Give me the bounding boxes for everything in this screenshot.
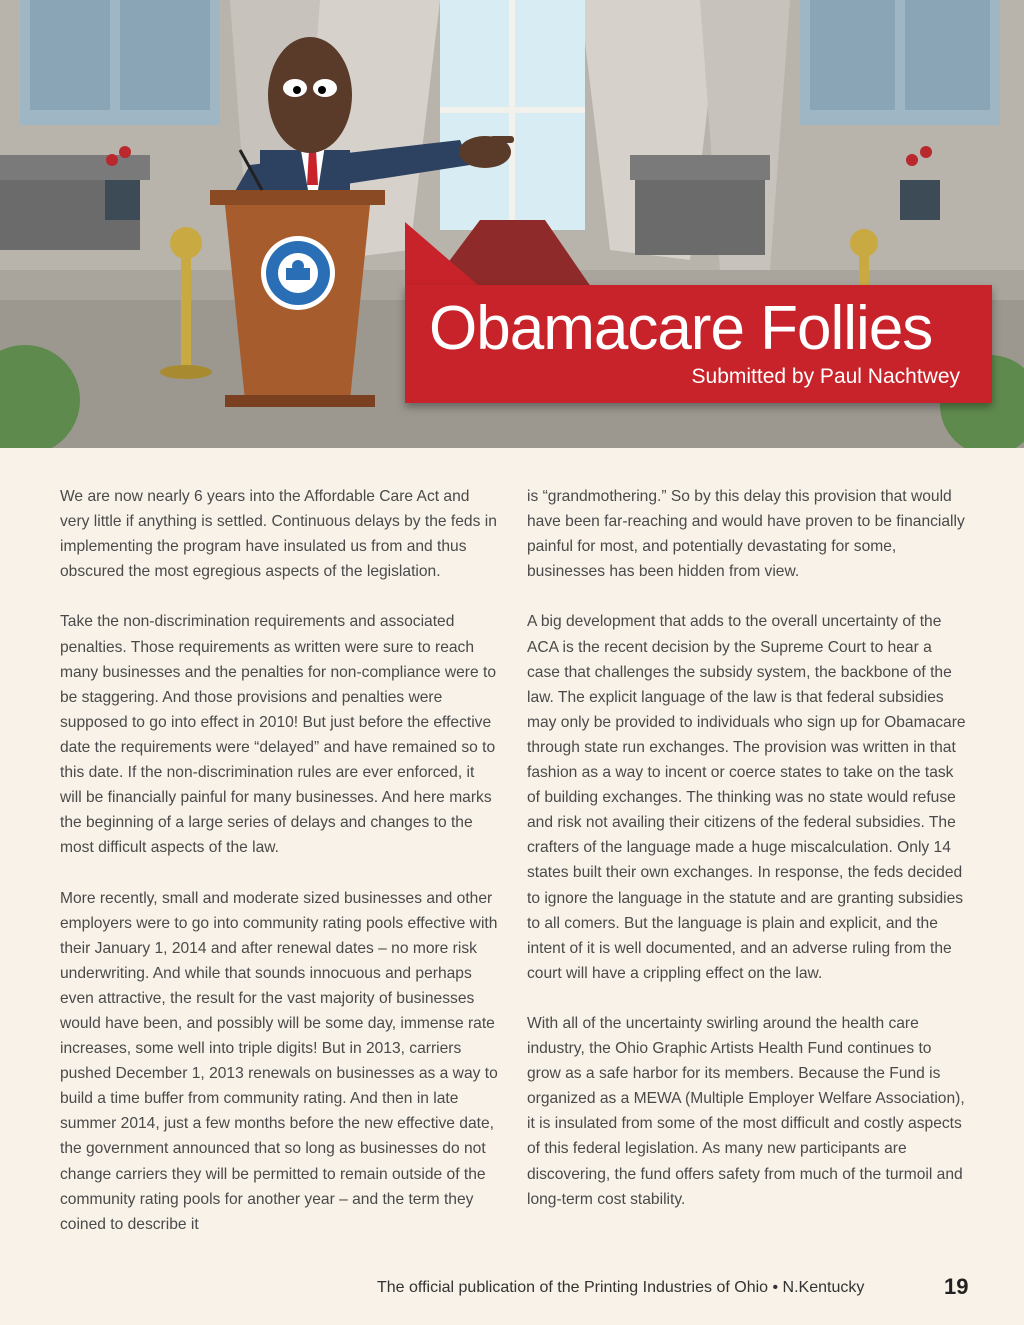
page-title: Obamacare Follies bbox=[429, 294, 933, 363]
paragraph: is “grandmothering.” So by this delay this provision that would have been far-reaching and would have proven to be financially painful for most, and potentially devastating for some, businesses has been hidden from view. bbox=[527, 488, 965, 581]
paragraph: We are now nearly 6 years into the Affordable Care Act and very little if anything is settled. Continuous delays by the feds in implementing the program have insulated us from and thus obscured the most egregious aspects of the legislation. bbox=[60, 488, 497, 581]
article-column-right bbox=[527, 484, 967, 1237]
title-banner-tab bbox=[405, 222, 479, 286]
paragraph: More recently, small and moderate sized businesses and other employers were to go into community rating pools effective with their January 1, 2014 and after renewal dates – no more risk underwriting. And while that sounds innocuous and perhaps even attractive, the result for the vast majority of businesses would have been, and possibly will be some day, immense rate increases, some well into triple digits! But in 2013, carriers pushed December 1, 2013 renewals on businesses as a way to build a time buffer from community rating. And then in late summer 2014, just a few months before the new effective date, the government announced that so long as businesses do not change carriers they will be permitted to remain outside of the community rating pools for another year – and the term they coined to describe it bbox=[60, 889, 498, 1233]
article-column-left bbox=[60, 484, 500, 1262]
paragraph: Take the non-discrimination requirements and associated penalties. Those requirements as written were sure to reach many businesses and the penalties for non-compliance were to be staggering. And those provisions and penalties were supposed to go into effect in 2010! But just before the effective date the requirements were “delayed” and have remained so to this date. If the non-discrimination rules are ever enforced, it will be financially painful for many businesses. And here marks the beginning of a large series of delays and changes to the most difficult aspects of the law. bbox=[60, 613, 497, 857]
byline: Submitted by Paul Nachtwey bbox=[691, 365, 960, 388]
paragraph: With all of the uncertainty swirling around the health care industry, the Ohio Graphic Artists Health Fund continues to grow as a safe harbor for its members. Because the Fund is organized as a MEWA (Multiple Employer Welfare Association), it is insulated from some of the most difficult and costly aspects of this federal legislation. As many new participants are discovering, the fund offers safety from much of the turmoil and long-term cost stability. bbox=[527, 1014, 965, 1208]
paragraph: A big development that adds to the overall uncertainty of the ACA is the recent decision by the Supreme Court to hear a case that challenges the subsidy system, the backbone of the law. The explicit language of the law is that federal subsidies may only be provided to individuals who sign up for Obamacare through state run exchanges. The provision was written in that fashion as a way to incent or coerce states to take on the task of building exchanges. The thinking was no state would refuse and risk not availing their citizens of the federal subsidies. The crafters of the language made a huge miscalculation. Only 14 states built their own exchanges. In response, the feds decided to ignore the language in the statute and are granting subsidies to all comers. But the language is plain and explicit, and the intent of it is well documented, and an adverse ruling from the court will have a crippling effect on the law. bbox=[527, 613, 966, 982]
footer-publication: The official publication of the Printing Industries of Ohio • N.Kentucky bbox=[377, 1279, 865, 1296]
page-number: 19 bbox=[944, 1274, 969, 1299]
title-banner bbox=[405, 285, 992, 403]
